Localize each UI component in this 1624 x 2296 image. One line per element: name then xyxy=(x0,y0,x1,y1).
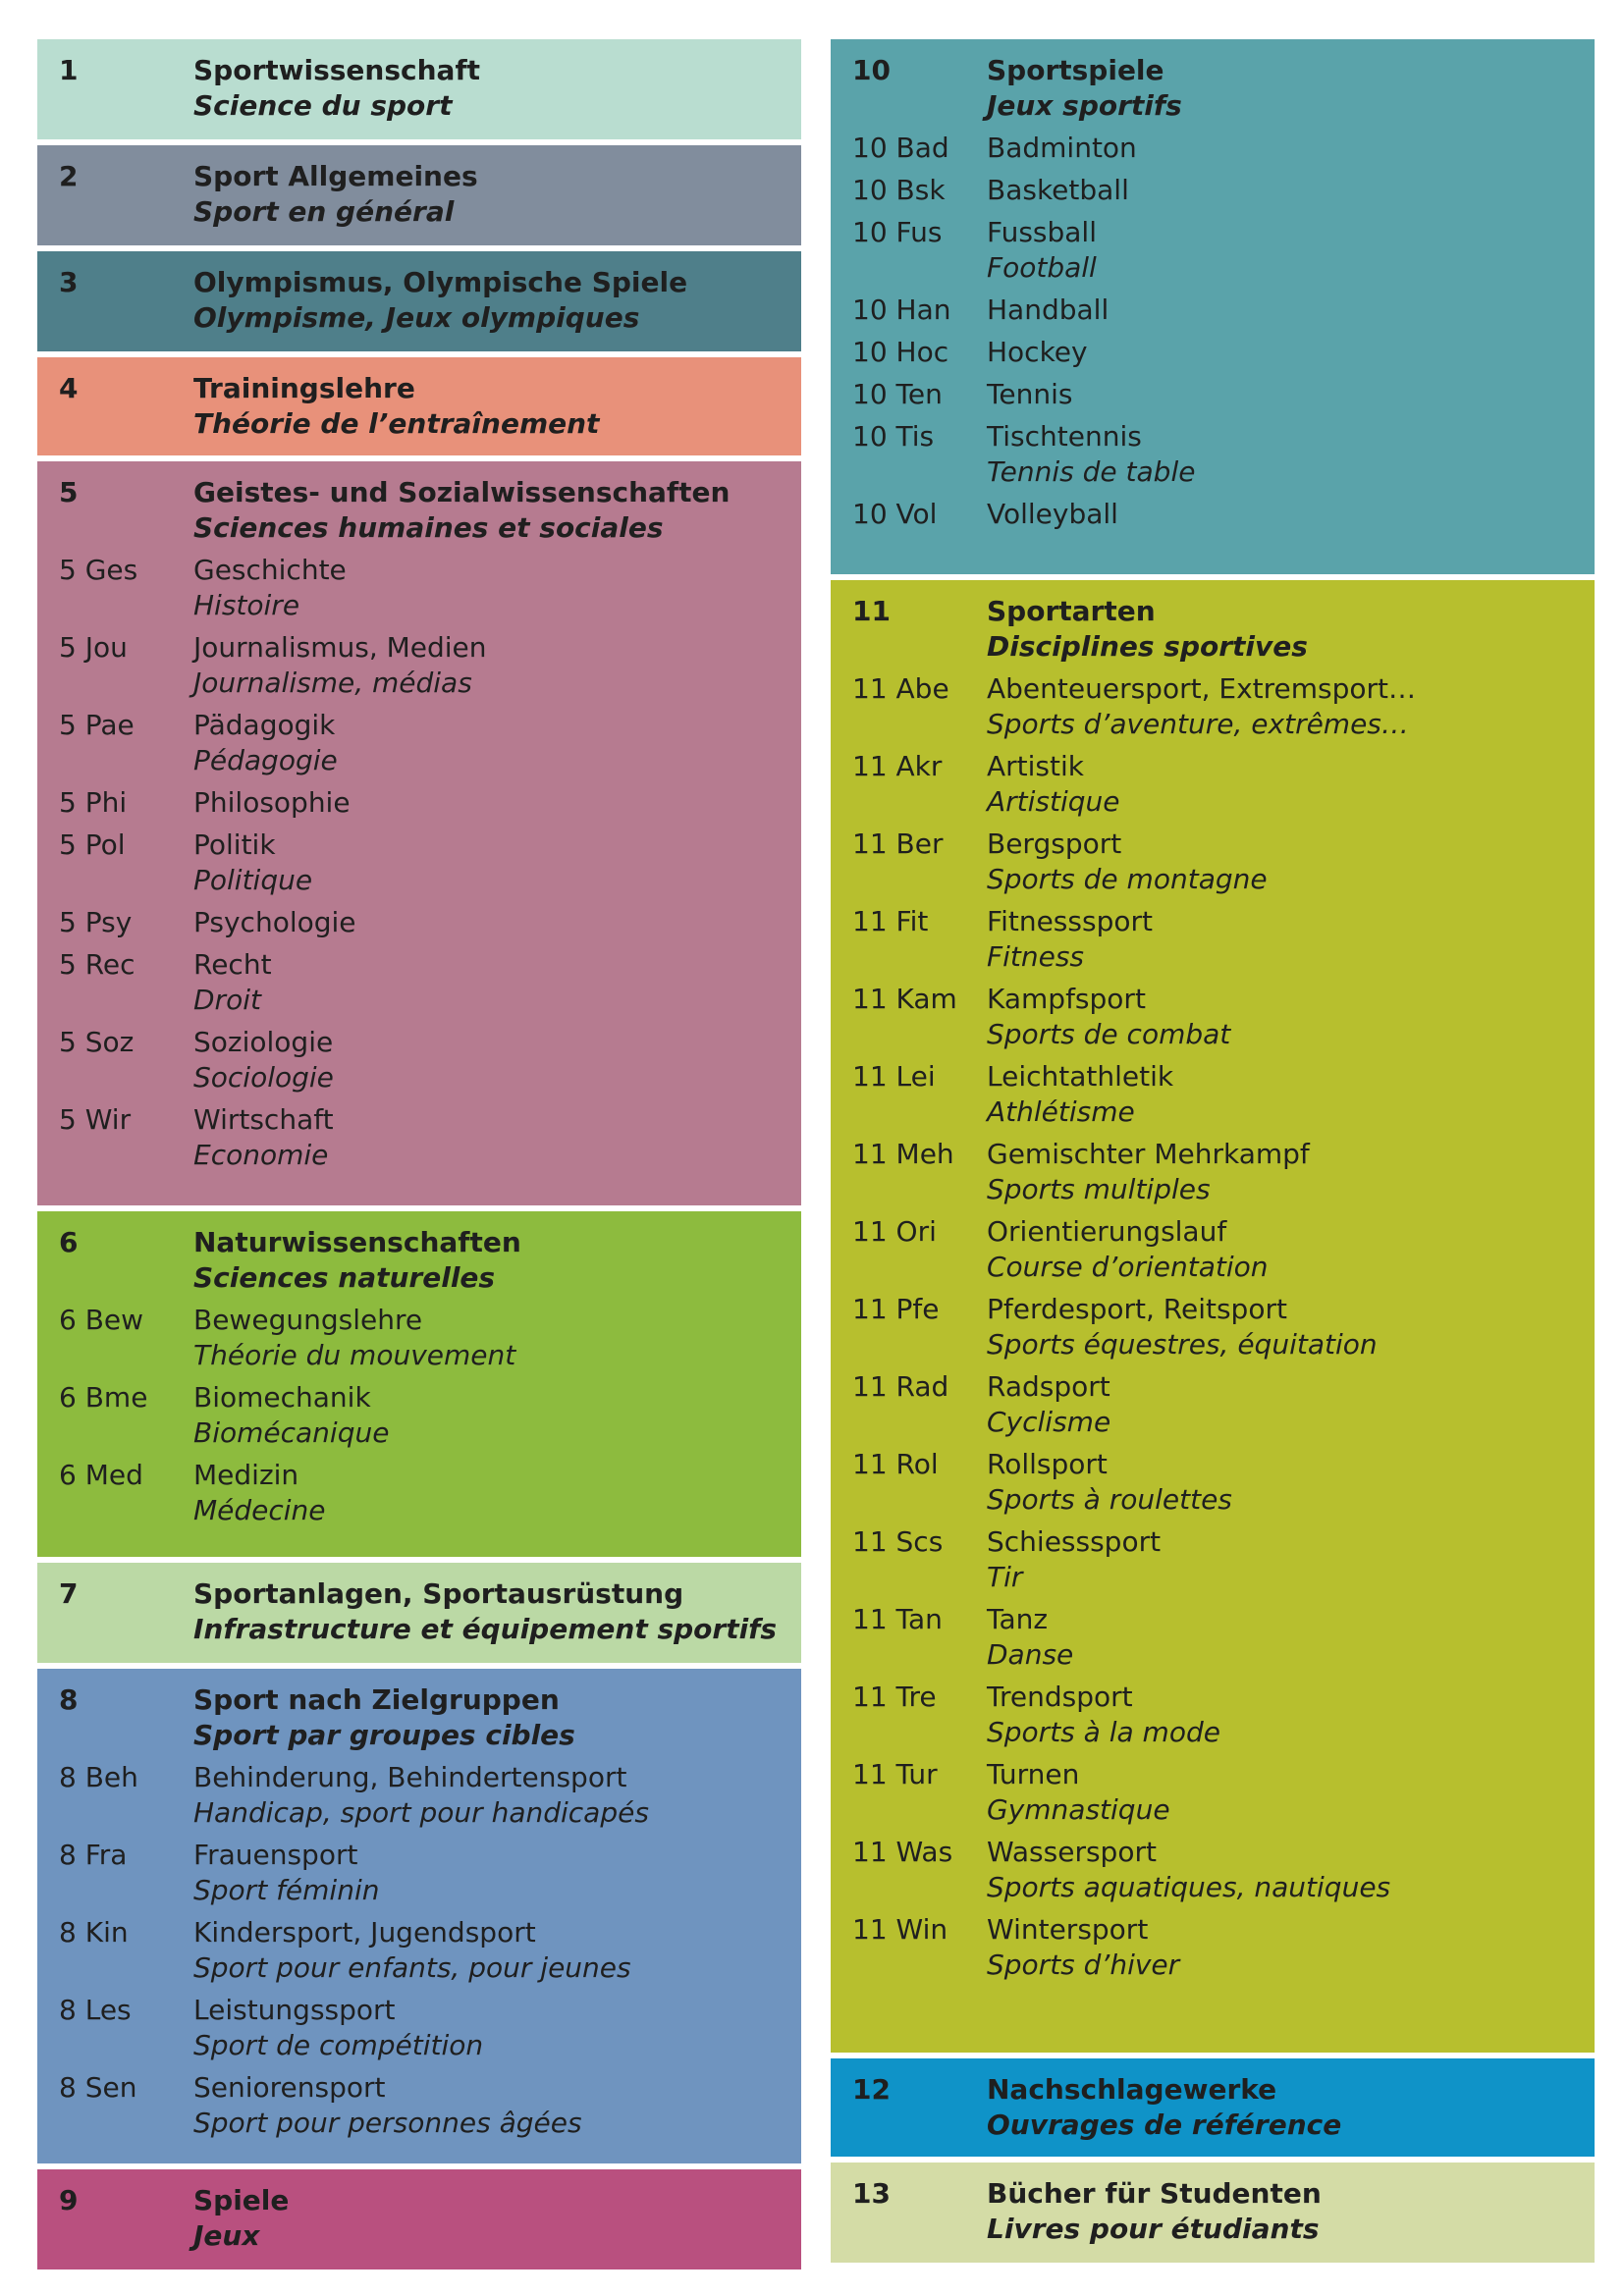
category-label-de: Pädagogik xyxy=(193,709,336,741)
section-header xyxy=(59,159,780,230)
category-label-de: Orientierungslauf xyxy=(987,1215,1227,1248)
section-header xyxy=(852,2176,1573,2247)
section-2 xyxy=(37,145,801,245)
category-row xyxy=(852,1602,1573,1673)
category-code: 5 Ges xyxy=(59,554,138,586)
category-labels xyxy=(987,1447,1573,1518)
section-title-de: Sport nach Zielgruppen xyxy=(193,1683,560,1716)
category-code: 11 Pfe xyxy=(852,1293,940,1325)
category-label-de: Rollsport xyxy=(987,1448,1108,1480)
category-code: 10 Ten xyxy=(852,378,943,410)
section-title-fr: Science du sport xyxy=(193,89,453,122)
category-label-fr: Journalisme, médias xyxy=(193,667,472,699)
section-3 xyxy=(37,251,801,351)
section-code: 11 xyxy=(852,595,891,627)
section-header xyxy=(59,265,780,336)
category-label-fr: Droit xyxy=(193,984,261,1016)
category-label-fr: Handicap, sport pour handicapés xyxy=(193,1796,649,1829)
category-label-de: Wassersport xyxy=(987,1836,1157,1868)
category-labels xyxy=(193,1025,780,1095)
category-label-de: Tanz xyxy=(987,1603,1049,1635)
category-labels xyxy=(193,553,780,623)
category-row xyxy=(852,1912,1573,1983)
category-row xyxy=(59,828,780,898)
category-code: 8 Fra xyxy=(59,1839,128,1871)
category-row xyxy=(852,173,1573,208)
right-column xyxy=(831,39,1595,2263)
category-code: 11 Ber xyxy=(852,828,944,860)
category-code: 5 Wir xyxy=(59,1103,132,1136)
category-row xyxy=(852,982,1573,1052)
category-label-de: Volleyball xyxy=(987,498,1118,530)
category-row xyxy=(852,1137,1573,1207)
category-label-de: Turnen xyxy=(987,1758,1080,1790)
category-row xyxy=(59,785,780,821)
category-labels xyxy=(193,785,780,821)
category-code: 11 Was xyxy=(852,1836,953,1868)
category-label-fr: Sports équestres, équitation xyxy=(987,1328,1378,1361)
category-row xyxy=(59,905,780,940)
category-label-de: Wirtschaft xyxy=(193,1103,334,1136)
category-label-de: Kampfsport xyxy=(987,983,1146,1015)
category-row xyxy=(59,947,780,1018)
category-label-de: Tennis xyxy=(987,378,1073,410)
section-labels xyxy=(193,265,780,336)
category-label-fr: Danse xyxy=(987,1638,1074,1671)
category-code: 11 Fit xyxy=(852,905,929,937)
category-code: 5 Pae xyxy=(59,709,135,741)
section-labels xyxy=(987,2176,1573,2247)
section-header xyxy=(59,53,780,124)
section-title-de: Geistes- und Sozialwissenschaften xyxy=(193,476,731,508)
section-header xyxy=(59,1225,780,1296)
category-label-de: Bewegungslehre xyxy=(193,1304,423,1336)
section-code: 13 xyxy=(852,2177,891,2210)
category-code: 6 Bme xyxy=(59,1381,148,1414)
category-label-de: Soziologie xyxy=(193,1026,334,1058)
category-row xyxy=(852,335,1573,370)
category-label-de: Kindersport, Jugendsport xyxy=(193,1916,536,1949)
section-9 xyxy=(37,2169,801,2269)
category-labels xyxy=(987,1757,1573,1828)
category-label-de: Radsport xyxy=(987,1370,1110,1403)
section-6 xyxy=(37,1211,801,1557)
category-code: 5 Pol xyxy=(59,828,126,861)
category-label-fr: Sport pour personnes âgées xyxy=(193,2107,582,2139)
category-row xyxy=(852,497,1573,532)
category-label-fr: Sports de montagne xyxy=(987,863,1268,895)
category-code: 5 Jou xyxy=(59,631,128,664)
category-row xyxy=(852,671,1573,742)
section-13 xyxy=(831,2163,1595,2263)
category-label-fr: Histoire xyxy=(193,589,300,621)
category-label-de: Basketball xyxy=(987,174,1129,206)
category-row xyxy=(852,377,1573,412)
category-label-de: Medizin xyxy=(193,1459,299,1491)
category-row xyxy=(59,1303,780,1373)
category-code: 8 Sen xyxy=(59,2071,137,2104)
category-code: 11 Lei xyxy=(852,1060,936,1093)
category-labels xyxy=(193,1303,780,1373)
category-labels xyxy=(193,905,780,940)
category-label-fr: Théorie du mouvement xyxy=(193,1339,516,1371)
section-title-fr: Ouvrages de référence xyxy=(987,2109,1342,2141)
section-12 xyxy=(831,2058,1595,2157)
category-labels xyxy=(987,1059,1573,1130)
category-code: 11 Meh xyxy=(852,1138,954,1170)
category-label-de: Geschichte xyxy=(193,554,347,586)
category-label-fr: Sport féminin xyxy=(193,1874,380,1906)
section-title-fr: Sport en général xyxy=(193,195,455,228)
section-title-de: Sportspiele xyxy=(987,54,1164,86)
category-label-fr: Sports de combat xyxy=(987,1018,1231,1050)
category-row xyxy=(59,1380,780,1451)
category-row xyxy=(59,708,780,778)
section-labels xyxy=(193,371,780,442)
section-header xyxy=(59,1576,780,1647)
section-title-de: Spiele xyxy=(193,2184,290,2216)
category-row xyxy=(852,904,1573,975)
section-code: 7 xyxy=(59,1577,79,1610)
category-labels xyxy=(987,671,1573,742)
category-row xyxy=(59,1760,780,1831)
category-row xyxy=(59,1993,780,2063)
category-code: 11 Tur xyxy=(852,1758,938,1790)
section-title-de: Olympismus, Olympische Spiele xyxy=(193,266,688,298)
category-label-fr: Sports d’aventure, extrêmes… xyxy=(987,708,1409,740)
category-labels xyxy=(193,1760,780,1831)
section-10 xyxy=(831,39,1595,574)
category-labels xyxy=(987,1835,1573,1905)
category-label-fr: Pédagogie xyxy=(193,744,338,776)
left-column xyxy=(37,39,801,2269)
section-labels xyxy=(987,594,1573,665)
category-code: 5 Psy xyxy=(59,906,133,938)
category-labels xyxy=(987,131,1573,166)
category-labels xyxy=(987,1369,1573,1440)
category-labels xyxy=(193,828,780,898)
section-title-fr: Livres pour étudiants xyxy=(987,2213,1320,2245)
section-5 xyxy=(37,461,801,1205)
category-label-fr: Sociologie xyxy=(193,1061,334,1094)
category-label-de: Tischtennis xyxy=(987,420,1142,453)
category-label-de: Pferdesport, Reitsport xyxy=(987,1293,1287,1325)
category-label-fr: Fitness xyxy=(987,940,1085,973)
section-header xyxy=(59,475,780,546)
category-label-fr: Sports multiples xyxy=(987,1173,1211,1205)
section-1 xyxy=(37,39,801,139)
category-code: 11 Scs xyxy=(852,1525,944,1558)
category-row xyxy=(852,1524,1573,1595)
category-code: 10 Bsk xyxy=(852,174,946,206)
category-label-de: Leichtathletik xyxy=(987,1060,1174,1093)
section-code: 6 xyxy=(59,1226,79,1258)
category-row xyxy=(59,1025,780,1095)
category-row xyxy=(59,2070,780,2141)
section-title-fr: Infrastructure et équipement sportifs xyxy=(193,1613,778,1645)
category-code: 10 Vol xyxy=(852,498,938,530)
category-row xyxy=(852,827,1573,897)
category-label-fr: Sports à roulettes xyxy=(987,1483,1232,1516)
category-row xyxy=(852,749,1573,820)
category-label-fr: Sport de compétition xyxy=(193,2029,484,2061)
category-code: 5 Soz xyxy=(59,1026,135,1058)
section-title-de: Bücher für Studenten xyxy=(987,2177,1322,2210)
section-code: 5 xyxy=(59,476,79,508)
category-label-fr: Course d’orientation xyxy=(987,1251,1269,1283)
section-header xyxy=(59,2183,780,2254)
section-4 xyxy=(37,357,801,455)
category-labels xyxy=(987,1912,1573,1983)
category-label-de: Fussball xyxy=(987,216,1097,248)
section-labels xyxy=(193,159,780,230)
category-row xyxy=(852,1292,1573,1362)
section-header xyxy=(852,594,1573,665)
category-row xyxy=(852,215,1573,286)
category-code: 11 Kam xyxy=(852,983,957,1015)
section-title-fr: Théorie de l’entraînement xyxy=(193,407,600,440)
section-code: 10 xyxy=(852,54,891,86)
category-labels xyxy=(987,1137,1573,1207)
category-label-de: Hockey xyxy=(987,336,1088,368)
section-title-fr: Sciences naturelles xyxy=(193,1261,496,1294)
section-code: 3 xyxy=(59,266,79,298)
section-7 xyxy=(37,1563,801,1663)
category-label-de: Recht xyxy=(193,948,272,981)
section-labels xyxy=(193,1225,780,1296)
category-label-de: Wintersport xyxy=(987,1913,1149,1946)
category-code: 10 Fus xyxy=(852,216,943,248)
category-labels xyxy=(987,419,1573,490)
category-label-de: Fitnesssport xyxy=(987,905,1153,937)
category-labels xyxy=(987,1292,1573,1362)
section-code: 9 xyxy=(59,2184,79,2216)
category-label-de: Trendsport xyxy=(987,1681,1133,1713)
category-labels xyxy=(987,215,1573,286)
category-label-fr: Médecine xyxy=(193,1494,326,1526)
category-labels xyxy=(987,497,1573,532)
section-code: 8 xyxy=(59,1683,79,1716)
category-code: 11 Win xyxy=(852,1913,948,1946)
category-label-fr: Football xyxy=(987,251,1097,284)
category-code: 10 Hoc xyxy=(852,336,949,368)
section-title-de: Sport Allgemeines xyxy=(193,160,478,192)
category-labels xyxy=(193,1838,780,1908)
category-label-de: Journalismus, Medien xyxy=(193,631,487,664)
category-label-fr: Sports à la mode xyxy=(987,1716,1220,1748)
category-labels xyxy=(987,1524,1573,1595)
category-label-de: Handball xyxy=(987,294,1110,326)
category-labels xyxy=(193,2070,780,2141)
section-title-fr: Disciplines sportives xyxy=(987,630,1308,663)
category-row xyxy=(852,1214,1573,1285)
category-label-de: Artistik xyxy=(987,750,1084,782)
category-code: 11 Tre xyxy=(852,1681,937,1713)
category-labels xyxy=(193,1458,780,1528)
category-row xyxy=(852,419,1573,490)
section-title-de: Sportanlagen, Sportausrüstung xyxy=(193,1577,684,1610)
category-label-fr: Sport pour enfants, pour jeunes xyxy=(193,1951,631,1984)
category-labels xyxy=(193,708,780,778)
category-label-fr: Artistique xyxy=(987,785,1120,818)
category-code: 10 Bad xyxy=(852,132,949,164)
category-code: 11 Tan xyxy=(852,1603,943,1635)
category-code: 11 Rol xyxy=(852,1448,939,1480)
category-label-de: Badminton xyxy=(987,132,1137,164)
section-labels xyxy=(193,475,780,546)
category-labels xyxy=(987,827,1573,897)
section-header xyxy=(852,2072,1573,2143)
section-code: 2 xyxy=(59,160,79,192)
category-code: 10 Tis xyxy=(852,420,935,453)
category-label-de: Gemischter Mehrkampf xyxy=(987,1138,1310,1170)
category-row xyxy=(852,1757,1573,1828)
category-code: 8 Kin xyxy=(59,1916,129,1949)
section-title-fr: Jeux xyxy=(193,2219,260,2252)
category-label-fr: Cyclisme xyxy=(987,1406,1111,1438)
category-label-fr: Tennis de table xyxy=(987,455,1196,488)
category-code: 11 Rad xyxy=(852,1370,949,1403)
section-header xyxy=(59,1682,780,1753)
category-label-fr: Biomécanique xyxy=(193,1416,390,1449)
section-labels xyxy=(193,2183,780,2254)
category-row xyxy=(852,1447,1573,1518)
category-labels xyxy=(193,1915,780,1986)
section-code: 1 xyxy=(59,54,79,86)
category-labels xyxy=(987,749,1573,820)
category-labels xyxy=(193,1993,780,2063)
category-labels xyxy=(193,1102,780,1173)
category-label-de: Bergsport xyxy=(987,828,1122,860)
category-labels xyxy=(193,947,780,1018)
category-labels xyxy=(987,1680,1573,1750)
category-row xyxy=(59,553,780,623)
category-row xyxy=(59,1915,780,1986)
category-label-fr: Sports aquatiques, nautiques xyxy=(987,1871,1391,1903)
category-labels xyxy=(987,335,1573,370)
category-label-de: Behinderung, Behindertensport xyxy=(193,1761,627,1793)
category-row xyxy=(852,1369,1573,1440)
category-label-fr: Politique xyxy=(193,864,313,896)
category-code: 11 Abe xyxy=(852,672,949,705)
category-code: 8 Les xyxy=(59,1994,132,2026)
section-labels xyxy=(193,53,780,124)
section-title-de: Sportarten xyxy=(987,595,1156,627)
category-label-de: Politik xyxy=(193,828,276,861)
category-label-de: Abenteuersport, Extremsport… xyxy=(987,672,1416,705)
category-label-fr: Athlétisme xyxy=(987,1095,1135,1128)
category-code: 6 Med xyxy=(59,1459,143,1491)
category-label-de: Psychologie xyxy=(193,906,356,938)
section-code: 12 xyxy=(852,2073,891,2106)
category-labels xyxy=(987,293,1573,328)
section-title-de: Trainingslehre xyxy=(193,372,415,404)
category-labels xyxy=(987,377,1573,412)
category-label-fr: Economie xyxy=(193,1139,329,1171)
section-labels xyxy=(987,2072,1573,2143)
category-label-de: Frauensport xyxy=(193,1839,358,1871)
category-label-fr: Tir xyxy=(987,1561,1023,1593)
section-labels xyxy=(193,1576,780,1647)
section-labels xyxy=(987,53,1573,124)
section-header xyxy=(59,371,780,442)
section-labels xyxy=(193,1682,780,1753)
category-label-de: Biomechanik xyxy=(193,1381,371,1414)
category-code: 10 Han xyxy=(852,294,951,326)
section-title-fr: Sciences humaines et sociales xyxy=(193,511,664,544)
section-title-de: Naturwissenschaften xyxy=(193,1226,521,1258)
category-code: 8 Beh xyxy=(59,1761,138,1793)
category-code: 6 Bew xyxy=(59,1304,144,1336)
category-label-de: Schiesssport xyxy=(987,1525,1162,1558)
category-label-fr: Gymnastique xyxy=(987,1793,1170,1826)
category-row xyxy=(852,1680,1573,1750)
category-row xyxy=(852,1835,1573,1905)
category-code: 5 Rec xyxy=(59,948,135,981)
category-code: 5 Phi xyxy=(59,786,128,819)
category-row xyxy=(852,1059,1573,1130)
category-label-de: Seniorensport xyxy=(193,2071,386,2104)
section-title-fr: Olympisme, Jeux olympiques xyxy=(193,301,640,334)
category-row xyxy=(59,630,780,701)
category-code: 11 Ori xyxy=(852,1215,937,1248)
category-label-de: Philosophie xyxy=(193,786,351,819)
category-labels xyxy=(987,1214,1573,1285)
category-code: 11 Akr xyxy=(852,750,943,782)
category-labels xyxy=(987,904,1573,975)
section-code: 4 xyxy=(59,372,79,404)
category-label-fr: Sports d’hiver xyxy=(987,1949,1180,1981)
section-title-fr: Jeux sportifs xyxy=(987,89,1182,122)
category-labels xyxy=(987,1602,1573,1673)
category-labels xyxy=(987,173,1573,208)
category-row xyxy=(59,1458,780,1528)
category-row xyxy=(852,293,1573,328)
section-title-de: Nachschlagewerke xyxy=(987,2073,1277,2106)
category-row xyxy=(852,131,1573,166)
category-labels xyxy=(193,630,780,701)
section-title-fr: Sport par groupes cibles xyxy=(193,1719,575,1751)
category-label-de: Leistungssport xyxy=(193,1994,396,2026)
section-header xyxy=(852,53,1573,124)
section-title-de: Sportwissenschaft xyxy=(193,54,481,86)
category-labels xyxy=(193,1380,780,1451)
category-row xyxy=(59,1838,780,1908)
category-labels xyxy=(987,982,1573,1052)
section-8 xyxy=(37,1669,801,2163)
section-11 xyxy=(831,580,1595,2053)
category-row xyxy=(59,1102,780,1173)
